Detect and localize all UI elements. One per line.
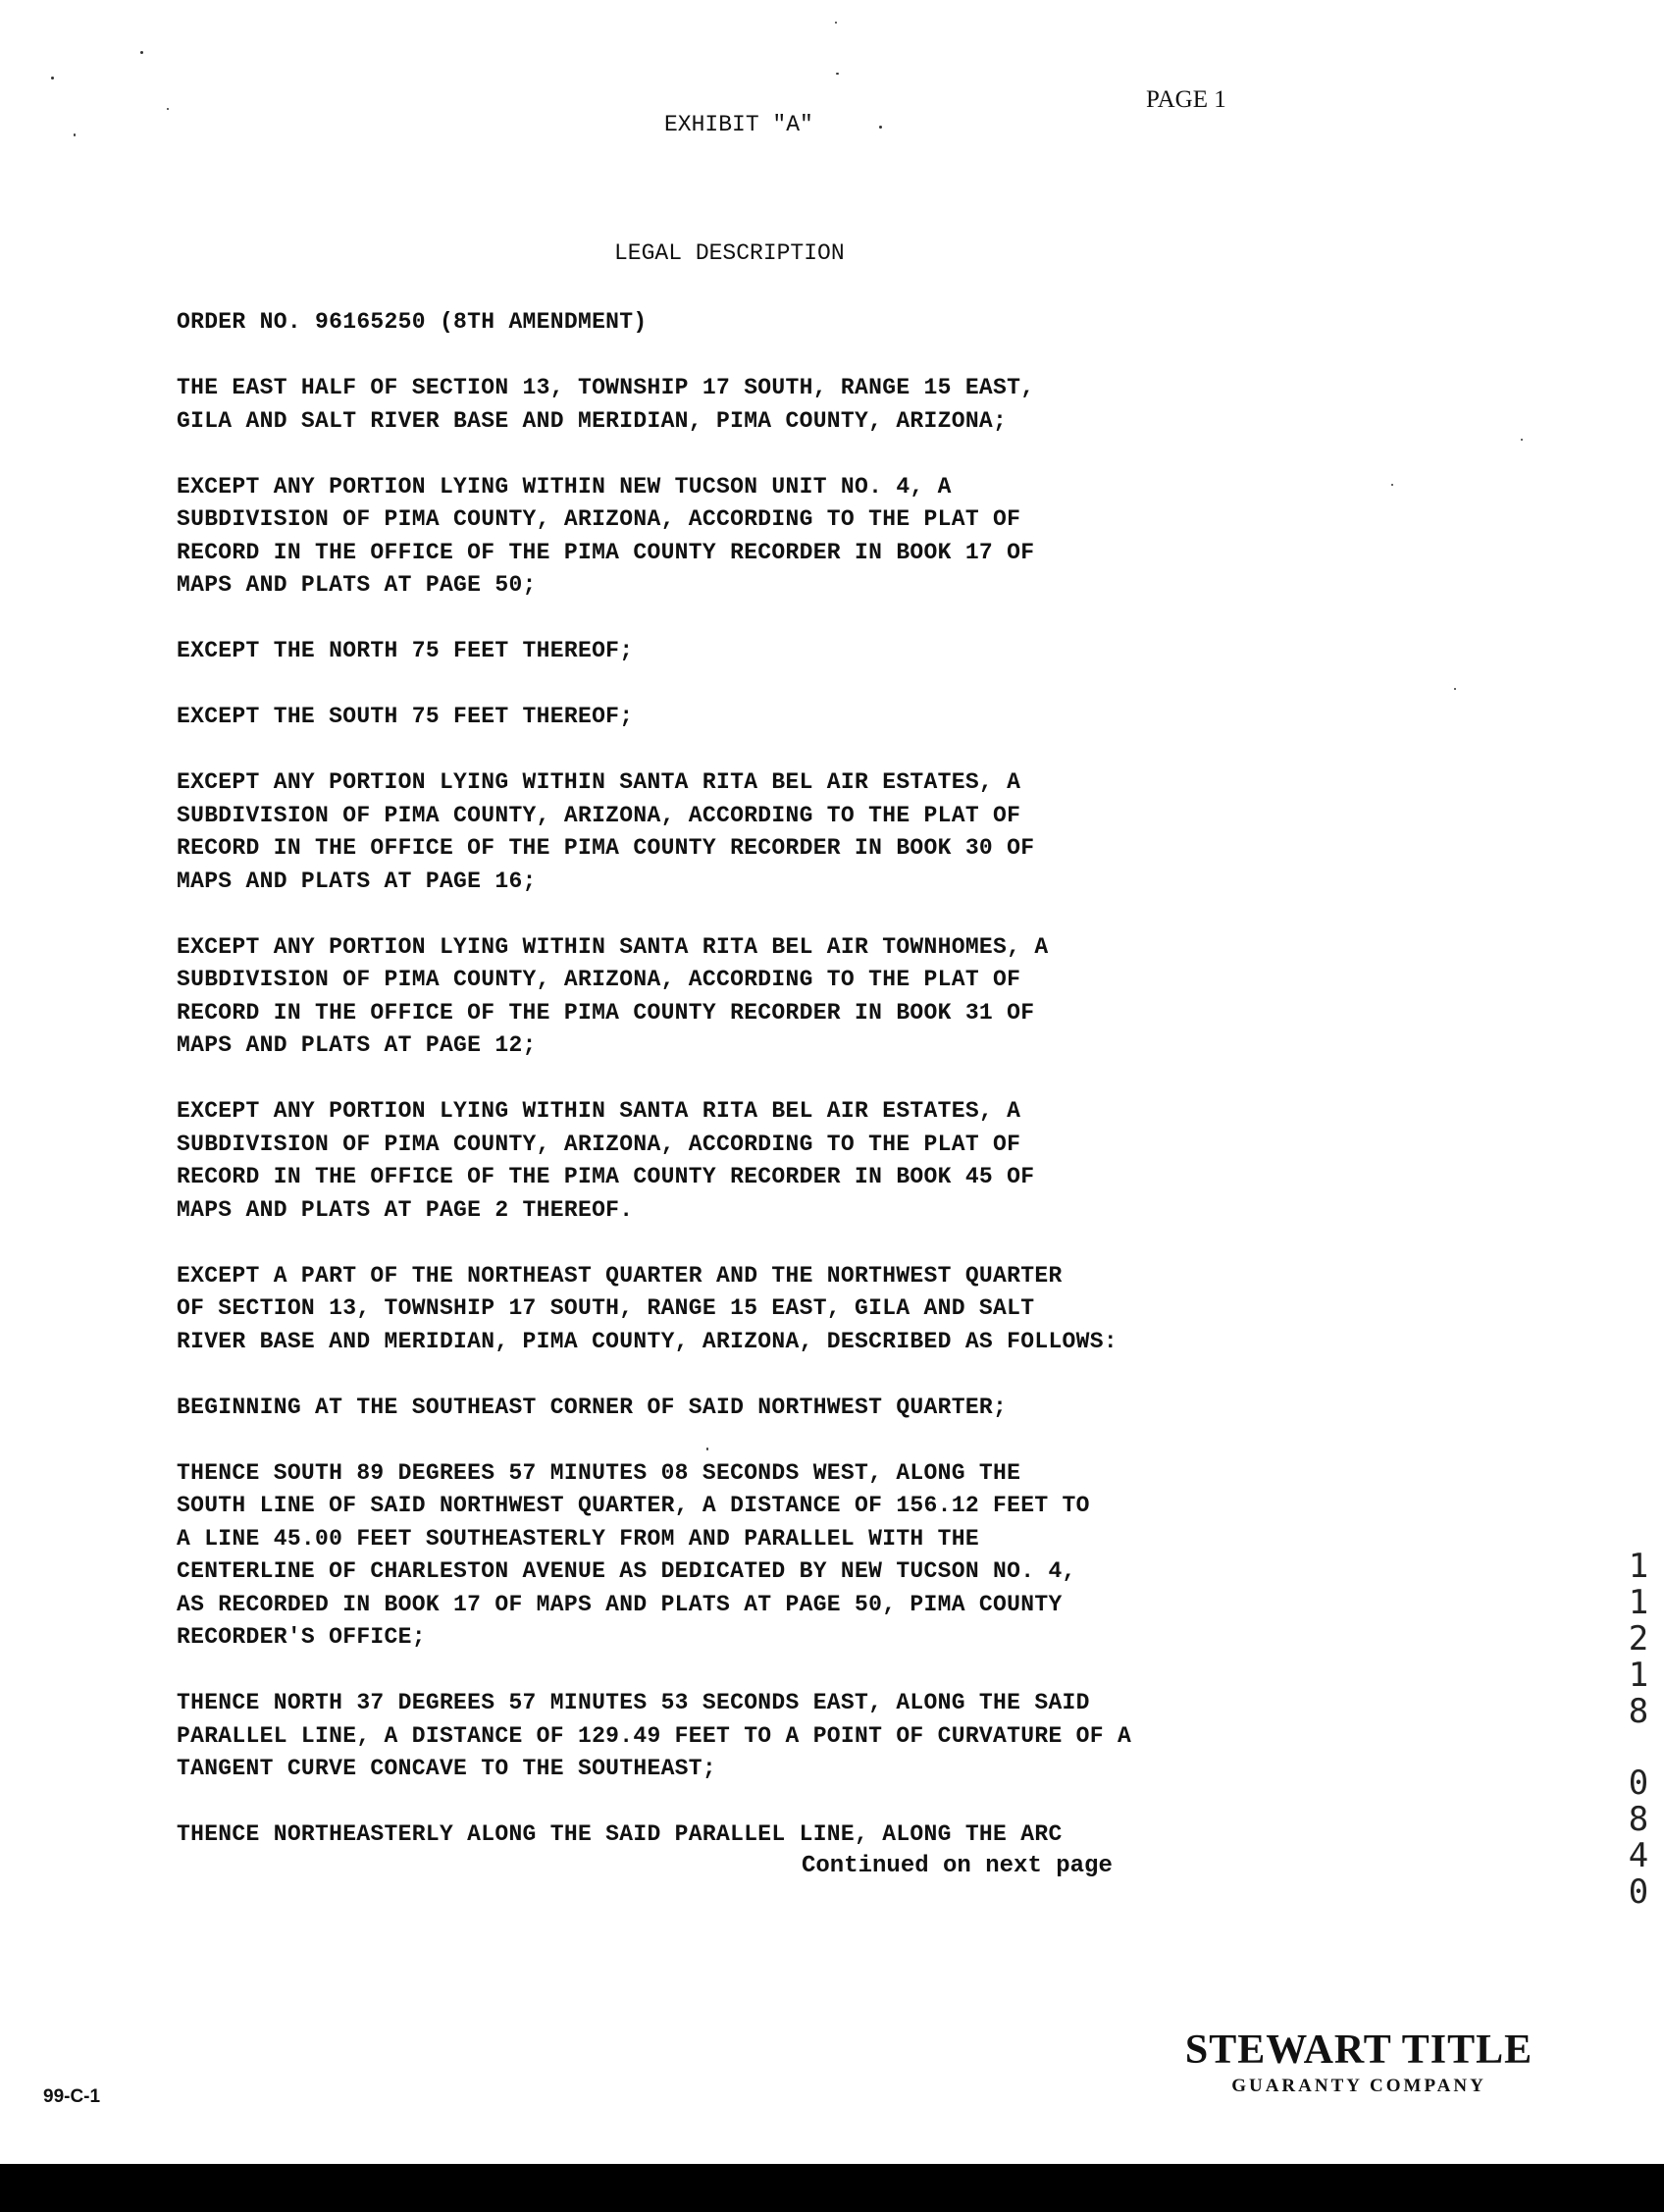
paragraph: EXCEPT ANY PORTION LYING WITHIN SANTA RITA BEL AIR ESTATES, A SUBDIVISION OF PIMA COUNTY, ARIZONA, ACCORDING TO THE PLAT OF RECORD IN THE OFFICE OF THE PIMA COUNTY RECORDER IN BOOK 30 OF MAPS AND PLATS AT PAGE 16; [177,769,1035,894]
paragraph: THENCE NORTHEASTERLY ALONG THE SAID PARALLEL LINE, ALONG THE ARC [177,1821,1063,1847]
paragraph: THE EAST HALF OF SECTION 13, TOWNSHIP 17 SOUTH, RANGE 15 EAST, GILA AND SALT RIVER BASE AND MERIDIAN, PIMA COUNTY, ARIZONA; [177,375,1035,434]
logo-name: STEWART TITLE [1184,2028,1534,2073]
scan-speck [51,77,54,79]
scan-speck [140,51,143,54]
page-number: PAGE 1 [1146,86,1226,113]
document-title: LEGAL DESCRIPTION [614,240,845,266]
stamp-digit: 0 [1628,1872,1649,1912]
paragraph: EXCEPT ANY PORTION LYING WITHIN SANTA RITA BEL AIR TOWNHOMES, A SUBDIVISION OF PIMA COUNTY, ARIZONA, ACCORDING TO THE PLAT OF RECORD IN THE OFFICE OF THE PIMA COUNTY RECORDER IN BOOK 31 OF MAPS AND PLATS AT PAGE 12; [177,933,1049,1058]
scan-speck [836,73,839,75]
scan-speck [835,22,837,24]
scan-speck [1454,688,1456,690]
logo-subtitle: GUARANTY COMPANY [1231,2076,1486,2096]
stamp-gap [1621,1730,1656,1765]
form-code: 99-C-1 [43,2086,101,2107]
paragraph: THENCE SOUTH 89 DEGREES 57 MINUTES 08 SECONDS WEST, ALONG THE SOUTH LINE OF SAID NORTHWEST QUARTER, A DISTANCE OF 156.12 FEET TO A LINE 45.00 FEET SOUTHEASTERLY FROM AND PARALLEL WITH THE CENTERLINE OF CHARLESTON AVENUE AS DEDICATED BY NEW TUCSON NO. 4, AS RECORDED IN BOOK 17 OF MAPS AND PLATS AT PAGE 50, PIMA COUNTY RECORDER'S OFFICE; [177,1459,1090,1650]
scan-speck [167,108,169,110]
paragraph: EXCEPT THE SOUTH 75 FEET THEREOF; [177,704,634,729]
stamp-digit: 1 [1628,1547,1649,1586]
stamp-digit: 0 [1628,1764,1649,1803]
stamp-digit: 8 [1628,1800,1649,1839]
scan-speck [74,133,76,136]
side-stamp-number [1621,1549,1656,1911]
order-number: ORDER NO. 96165250 (8TH AMENDMENT) [177,309,648,335]
stamp-digit: 1 [1628,1656,1649,1695]
paragraph: THENCE NORTH 37 DEGREES 57 MINUTES 53 SECONDS EAST, ALONG THE SAID PARALLEL LINE, A DISTANCE OF 129.49 FEET TO A POINT OF CURVATURE OF A TANGENT CURVE CONCAVE TO THE SOUTHEAST; [177,1690,1132,1781]
stamp-digit: 1 [1628,1583,1649,1622]
scan-speck [706,1448,708,1450]
scan-speck [1521,439,1523,441]
paragraph: EXCEPT ANY PORTION LYING WITHIN NEW TUCSON UNIT NO. 4, A SUBDIVISION OF PIMA COUNTY, ARIZONA, ACCORDING TO THE PLAT OF RECORD IN THE OFFICE OF THE PIMA COUNTY RECORDER IN BOOK 17 OF MAPS AND PLATS AT PAGE 50; [177,473,1035,598]
continued-note: Continued on next page [802,1853,1113,1879]
company-logo [1158,2027,1560,2097]
stamp-digit: 2 [1628,1619,1649,1659]
stamp-digit: 8 [1628,1692,1649,1731]
paragraph: BEGINNING AT THE SOUTHEAST CORNER OF SAID NORTHWEST QUARTER; [177,1394,1008,1420]
paragraph: EXCEPT A PART OF THE NORTHEAST QUARTER AND THE NORTHWEST QUARTER OF SECTION 13, TOWNSHIP 17 SOUTH, RANGE 15 EAST, GILA AND SALT RIVER BASE AND MERIDIAN, PIMA COUNTY, ARIZONA, DESCRIBED AS FOLLOWS: [177,1262,1118,1354]
exhibit-label: EXHIBIT "A" [664,112,813,137]
paragraph: EXCEPT ANY PORTION LYING WITHIN SANTA RITA BEL AIR ESTATES, A SUBDIVISION OF PIMA COUNTY, ARIZONA, ACCORDING TO THE PLAT OF RECORD IN THE OFFICE OF THE PIMA COUNTY RECORDER IN BOOK 45 OF MAPS AND PLATS AT PAGE 2 THEREOF. [177,1098,1035,1223]
scan-speck [879,126,882,129]
legal-description-body [177,306,1315,1852]
stamp-digit: 4 [1628,1836,1649,1875]
scan-speck [1391,484,1393,486]
scan-bottom-edge [0,2164,1664,2212]
paragraph: EXCEPT THE NORTH 75 FEET THEREOF; [177,638,634,663]
